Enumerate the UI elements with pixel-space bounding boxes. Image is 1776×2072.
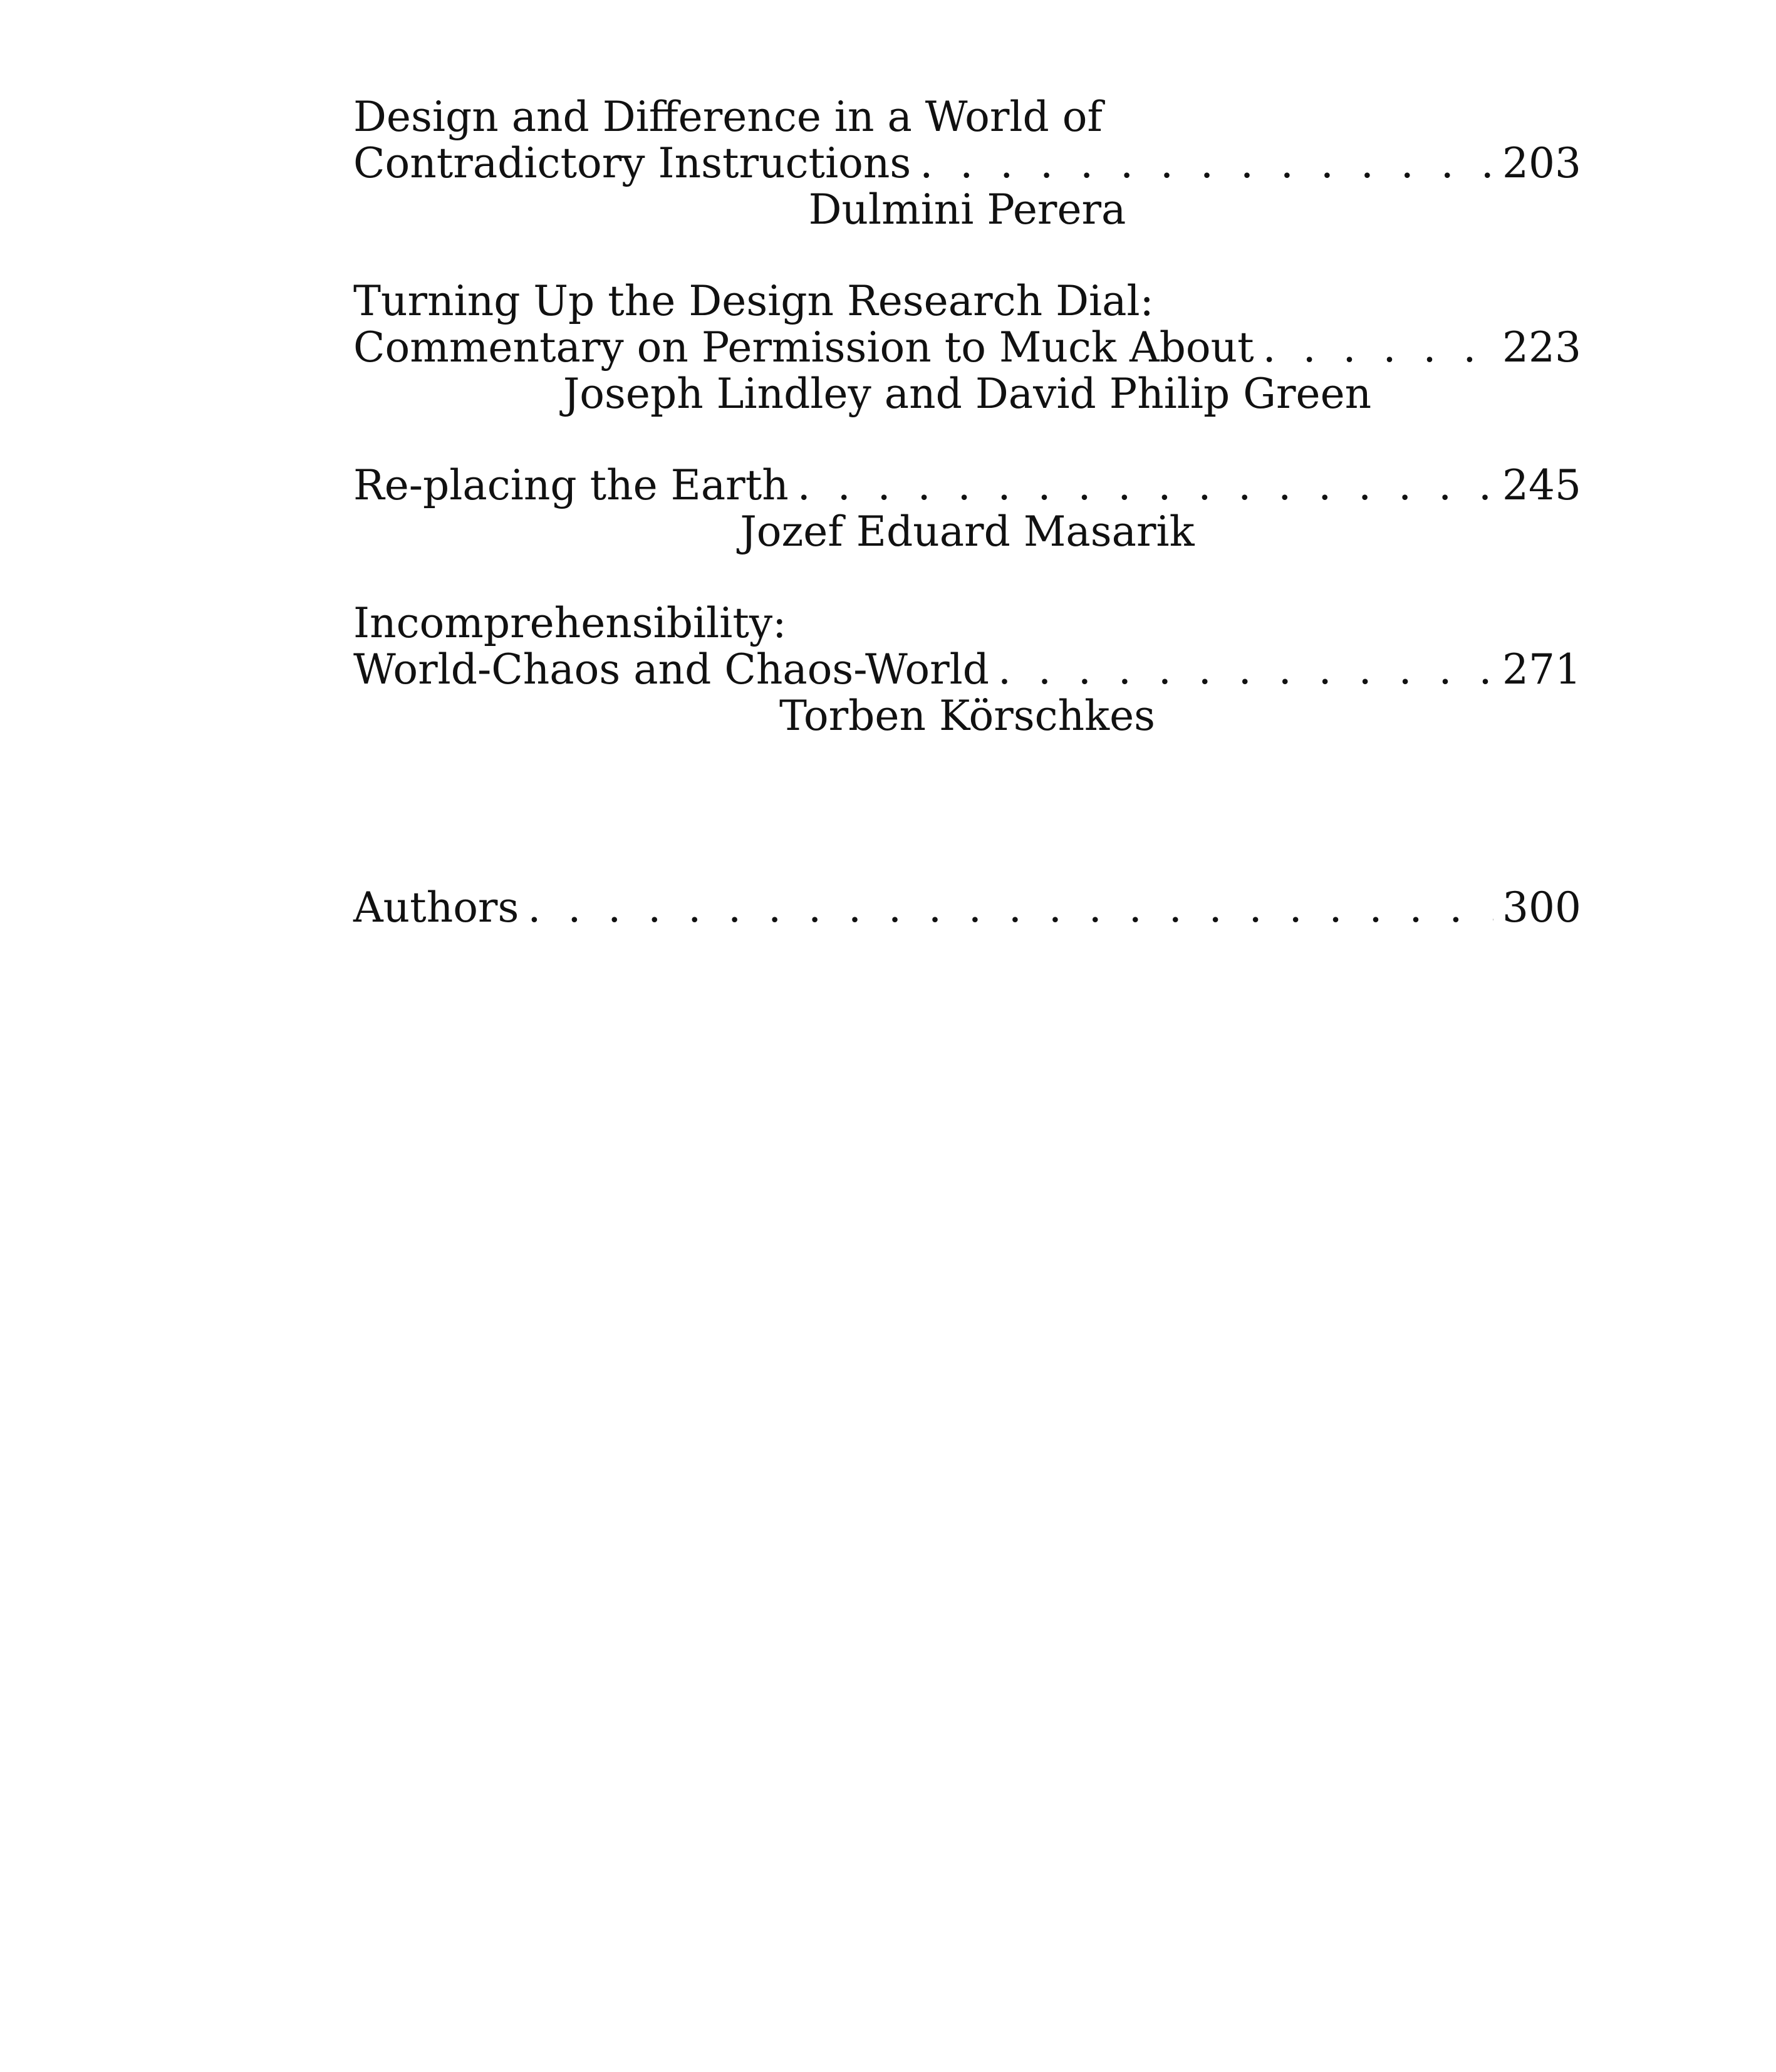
entry-title-line: Turning Up the Design Research Dial:	[353, 277, 1154, 325]
dot-leader	[527, 885, 1493, 931]
table-of-contents	[353, 94, 1581, 931]
toc-entry[interactable]	[353, 600, 1581, 739]
entry-title-row	[353, 462, 1581, 509]
entry-author: Jozef Eduard Masarik	[740, 508, 1195, 556]
entry-title-row	[353, 325, 1581, 371]
entry-title-line: Contradictory Instructions	[353, 139, 911, 187]
entry-author: Joseph Lindley and David Philip Green	[563, 370, 1372, 418]
dot-leader	[998, 647, 1493, 693]
toc-entry[interactable]	[353, 278, 1581, 417]
entry-title-line: Re-placing the Earth	[353, 461, 789, 509]
entry-title-line: Authors	[353, 883, 519, 932]
entry-title-row	[353, 885, 1581, 931]
page-number: 300	[1502, 883, 1581, 932]
dot-leader	[1263, 325, 1493, 371]
entry-title-line: World-Chaos and Chaos-World	[353, 645, 989, 694]
page-number: 223	[1502, 323, 1581, 372]
dot-leader	[797, 462, 1493, 509]
toc-entry-authors[interactable]	[353, 885, 1581, 931]
entry-title-row	[353, 140, 1581, 187]
entry-author: Dulmini Perera	[808, 185, 1126, 234]
page-number: 271	[1502, 645, 1581, 694]
dot-leader	[920, 140, 1493, 187]
entry-title-row	[353, 647, 1581, 693]
entry-author: Torben Körschkes	[779, 692, 1156, 740]
entry-title-line: Design and Difference in a World of	[353, 93, 1103, 141]
entry-title-line: Incomprehensibility:	[353, 599, 787, 647]
toc-entry[interactable]	[353, 462, 1581, 555]
page-number: 203	[1502, 139, 1581, 187]
entry-title-line: Commentary on Permission to Muck About	[353, 323, 1254, 372]
page-number: 245	[1502, 461, 1581, 509]
toc-entry[interactable]	[353, 94, 1581, 233]
